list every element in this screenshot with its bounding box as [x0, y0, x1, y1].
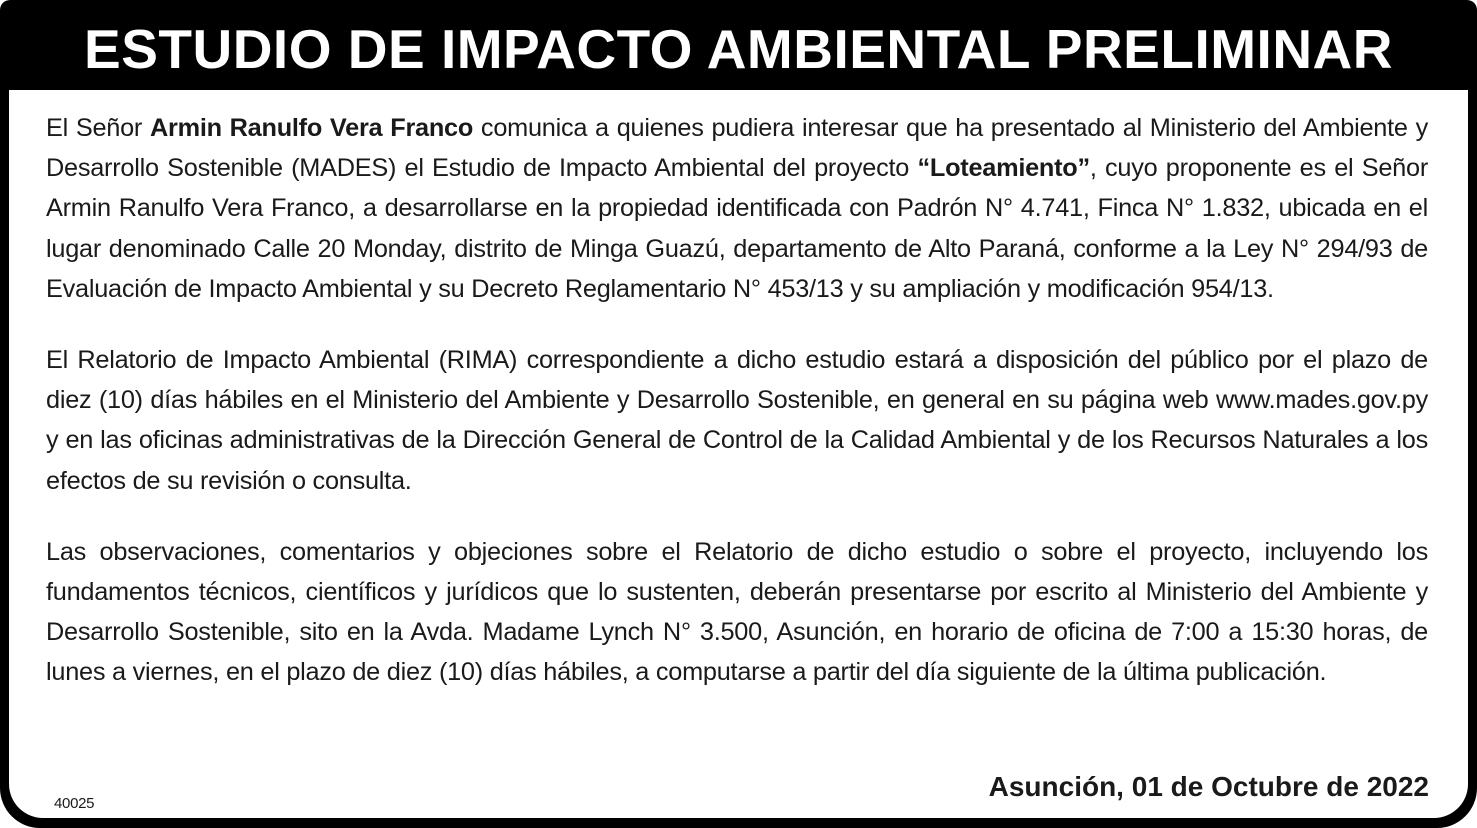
- notice-code: 40025: [54, 795, 95, 812]
- paragraph-announcement: [46, 108, 1428, 309]
- notice-content: [46, 108, 1428, 693]
- paragraph-1-text-3: , cuyo proponente es el Señor Armin Ranulfo Vera Franco, a desarrollarse en la propiedad identificada con Padrón N° 4.741, Finca N° 1.832, ubicada en el lugar denominado Calle 20 Monday, distrito de Minga Guazú, departamento de Alto Paraná, conforme a la Ley N° 294/93 de Evaluación de Impacto Ambiental y su Decreto Reglamentario N° 453/13 y su ampliación y modificación 954/13.: [46, 154, 1428, 303]
- project-name: “Loteamiento”: [917, 154, 1090, 183]
- paragraph-1-text-1: El Señor: [46, 114, 150, 142]
- paragraph-rima-availability: El Relatorio de Impacto Ambiental (RIMA) correspondiente a dicho estudio estará a disposición del público por el plazo de diez (10) días hábiles en el Ministerio del Ambiente y Desarrollo Sostenible, en general en su página web www.mades.gov.py y en las oficinas administrativas de la Dirección General de Control de la Calidad Ambiental y de los Recursos Naturales a los efectos de su revisión o consulta.: [46, 346, 1428, 495]
- paragraph-1-text-2: comunica a quienes pudiera interesar que ha presentado al Ministerio del Ambiente y Desarrollo Sostenible (MADES) el Estudio de Impacto Ambiental del proyecto: [46, 114, 1428, 183]
- proponent-name: Armin Ranulfo Vera Franco: [149, 114, 474, 142]
- paragraph-observations: Las observaciones, comentarios y objeciones sobre el Relatorio de dicho estudio o sobre el proyecto, incluyendo los fundamentos técnicos, científicos y jurídicos que lo sustenten, deberán presentarse por escrito al Ministerio del Ambiente y Desarrollo Sostenible, sito en la Avda. Madame Lynch N° 3.500, Asunción, en horario de oficina de 7:00 a 15:30 horas, de lunes a viernes, en el plazo de diez (10) días hábiles, a computarse a partir del día siguiente de la última publicación.: [46, 537, 1428, 687]
- notice-title: ESTUDIO DE IMPACTO AMBIENTAL PRELIMINAR: [84, 18, 1393, 80]
- publication-date: Asunción, 01 de Octubre de 2022: [988, 771, 1429, 802]
